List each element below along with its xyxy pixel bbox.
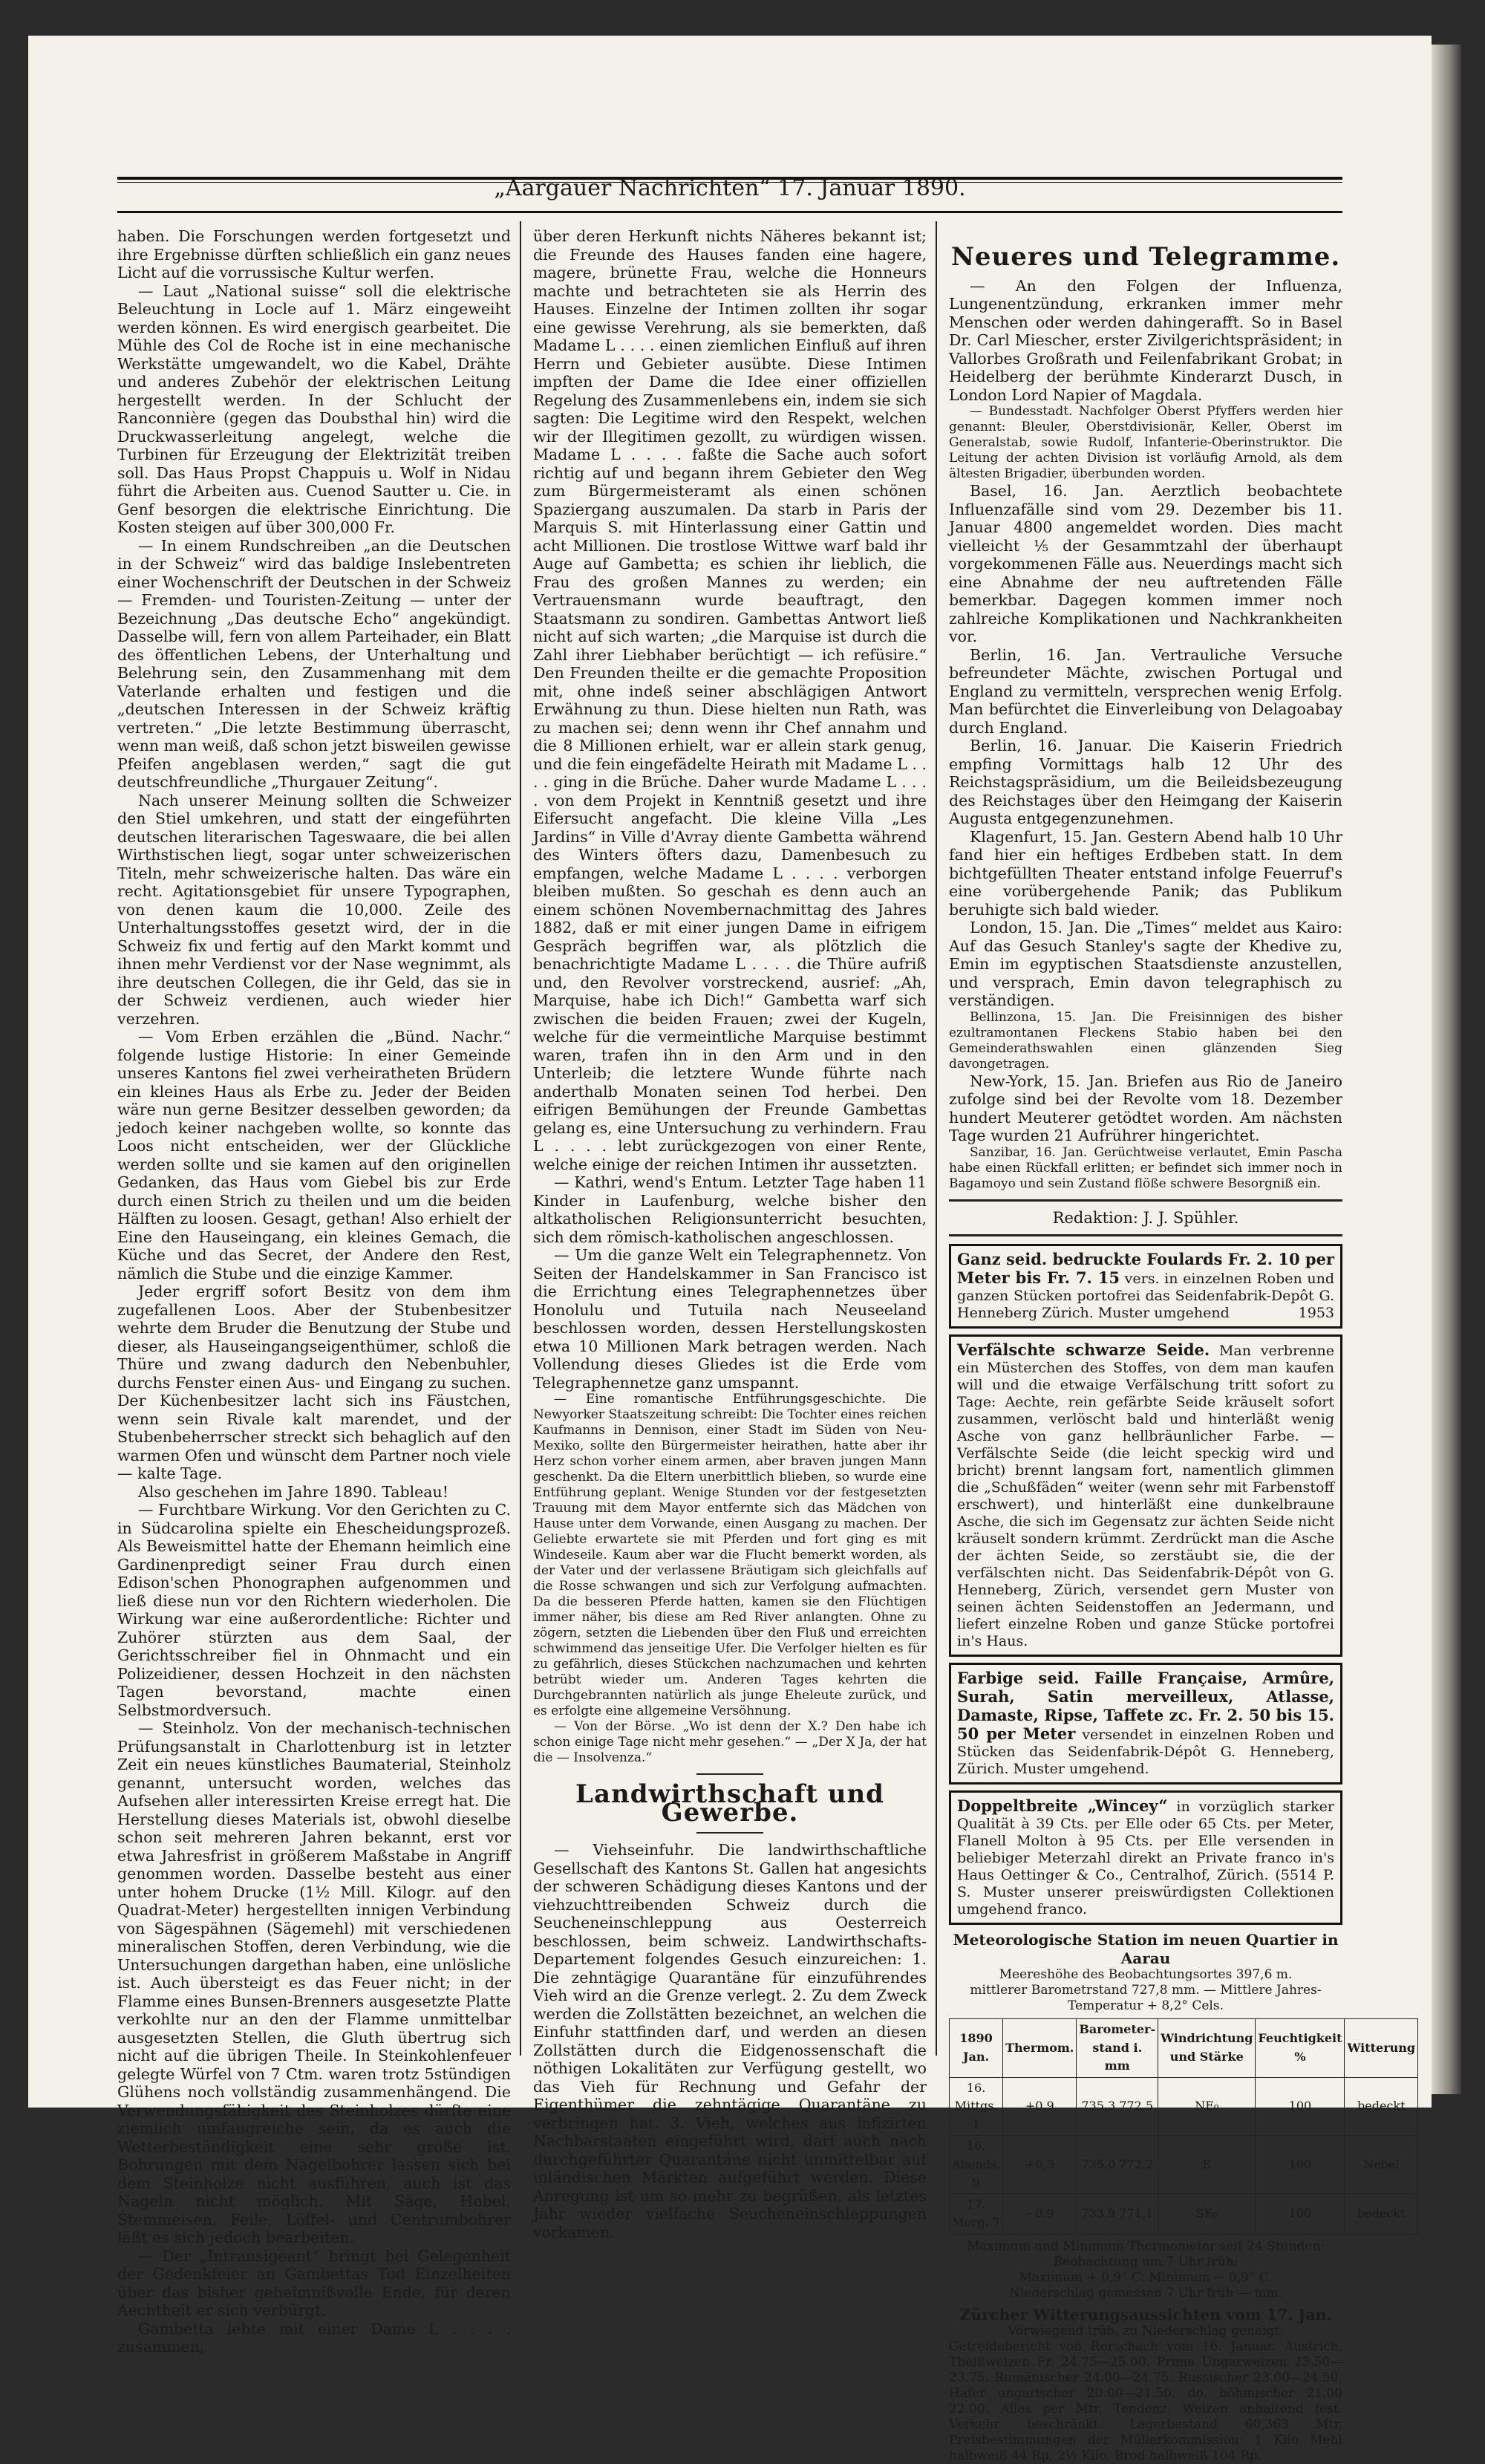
article-paragraph: Nach unserer Meinung sollten die Schweizer den Stiel umkehren, und statt der eingeführten deutschen literarischen Tageswaare, die bei allen Wirthstischen liegt, sogar unter schweizerischen Titeln, mehr schweizerische halten. Das wäre ein recht. Agitationsgebiet für unsere Typographen, von denen kaum die 10,000. Zeile des Unterhaltungsstoffes gesetzt wird, der in die Schweiz fix und fertig auf den Markt kommt und ihnen mehr Verdienst vor der Nase wegnimmt, als ihre deutschen Collegen, die ihr Geld, das sie in der Schweiz verdienen, auch wieder hier verzehren.	[117, 791, 511, 1028]
ad-headline: Verfälschte schwarze Seide.	[957, 1340, 1210, 1359]
table-cell: bedeckt	[1345, 2077, 1418, 2136]
article-paragraph-small: — Von der Börse. „Wo ist denn der X.? Den habe ich schon einige Tage nicht mehr gesehen.“ — „Der X Ja, der hat die — Insolvenza.“	[533, 1719, 927, 1765]
ad-headline: Farbige seid. Faille Française, Armûre, Surah, Satin merveilleux, Atlasse, Damaste, Ripse, Taffete zc. Fr. 2. 50 bis 15. 50 per Meter	[957, 1669, 1334, 1743]
table-header: 1890 Jan.	[950, 2019, 1003, 2078]
table-cell: 100	[1256, 2136, 1345, 2194]
article-paragraph: Gambetta lebte mit einer Dame L . . . . zusammen,	[117, 2319, 511, 2356]
table-row	[950, 2136, 1418, 2194]
masthead-rule	[117, 211, 1342, 213]
column-1	[117, 227, 511, 2356]
ad-text: versendet in einzelnen Roben und Stücken das Seidenfabrik-Dépôt G. Henneberg, Zürich. Muster umgehend.	[957, 1727, 1335, 1777]
article-paragraph: Basel, 16. Jan. Aerztlich beobachtete Influenzafälle sind vom 29. Dezember bis 11. Januar 4800 angemeldet worden. Dies macht vielleicht ⅕ der Gesammtzahl der überhaupt vorgekommenen Fälle aus. Neuerdings macht sich eine Abnahme der neu auftretenden Fälle bemerkbar. Dagegen kommen immer noch zahlreiche Komplikationen und Nachkrankheiten vor.	[949, 482, 1342, 645]
article-paragraph: über deren Herkunft nichts Näheres bekannt ist; die Freunde des Hauses fanden eine hagere, magere, brünette Frau, welche die Honneurs machte und betrachteten sie als Herrin des Hauses. Einzelne der Intimen zollten ihr sogar eine gewisse Verehrung, als sie bemerkten, daß Madame L . . . . einen ziemlichen Einfluß auf ihren Herrn und Gebieter ausübte. Diese Intimen impften der Dame die Idee einer offiziellen Regelung des Zusammenlebens ein, indem sie sich sagten: Die Legitime wird den Respekt, welchen wir der Illegitimen gezollt, zu würdigen wissen. Madame L . . . . faßte die Sache auch sofort richtig auf und begann ihrem Gebieter den Weg zum Bürgermeisteramt als einen schönen Spaziergang auszumalen. Da starb in Paris der Marquis S. mit Hinterlassung einer Gattin und acht Millionen. Die trostlose Wittwe warf bald ihr Auge auf Gambetta; es schien ihr lieblich, die Frau des großen Mannes zu werden; ein Vertrauensmann wurde beauftragt, den Staatsmann zu sondiren. Gambettas Antwort ließ nicht auf sich warten; „die Marquise ist durch die Zahl ihrer Liebhaber berüchtigt — ich refüsire.“ Den Freunden theilte er die gemachte Proposition mit, ohne indeß seiner abschlägigen Antwort Erwähnung zu thun. Diese hielten nun Rath, was zu machen sei; denn wenn ihr Chef annahm und die 8 Millionen erhielt, war er allein stark genug, und die fein eingefädelte Heirath mit Madame L . . . . ging in die Brüche. Daher wurde Madame L . . . . von dem Projekt in Kenntniß gesetzt und ihre Eifersucht angefacht. Die kleine Villa „Les Jardins“ in Ville d'Avray diente Gambetta während des Winters öfters dazu, Damenbesuch zu empfangen, welche Madame L . . . . verborgen bleiben mußten. So geschah es denn auch an einem schönen Novembernachmittag des Jahres 1882, daß er mit einer jungen Dame in eifrigem Gespräch begriffen war, als plötzlich die benachrichtigte Madame L . . . . die Thüre aufriß und, den Revolver vorstreckend, ausrief: „Ah, Marquise, habe ich Dich!“ Gambetta warf sich zwischen die beiden Frauen; zwei der Kugeln, welche für die vermeintliche Marquise bestimmt waren, trafen ihn in den Arm und in den Unterleib; die letztere Wunde führte nach anderthalb Monaten seinen Tod herbei. Den eifrigen Bemühungen der Freunde Gambettas gelang es, eine Untersuchung zu verhindern. Frau L . . . . lebt zurückgezogen von einer Rente, welche einige der reichen Intimen ihr aussetzten.	[533, 227, 927, 1173]
table-row	[950, 2077, 1418, 2136]
weather-outlook-text: Vorwiegend trüb, zu Niederschlag geneigt.	[1008, 2324, 1284, 2338]
table-header: Barometer-stand i. mm	[1077, 2019, 1158, 2078]
table-cell: E	[1158, 2136, 1256, 2194]
table-cell: +0,9	[1003, 2077, 1077, 2136]
separator	[949, 1234, 1342, 1236]
table-row	[950, 2194, 1418, 2234]
table-cell: 100	[1256, 2194, 1345, 2234]
section-heading-landwirthschaft: Landwirthschaft und Gewerbe.	[575, 1779, 884, 1828]
advertisement-wincey	[949, 1790, 1342, 1925]
article-paragraph: Berlin, 16. Jan. Vertrauliche Versuche befreundeter Mächte, zwischen Portugal und England zu vermitteln, versprechen wenig Erfolg. Man befürchtet die Einverleibung von Delagoabay durch England.	[949, 645, 1342, 737]
meteo-subtitle: Meereshöhe des Beobachtungsortes 397,6 m.	[999, 1967, 1293, 1982]
redaktion-credit: Redaktion: J. J. Spühler.	[1052, 1208, 1239, 1227]
meteo-note: Maximum und Minimum Thermometer seit 24 Stunden:	[966, 2238, 1325, 2254]
meteo-subtitle: mittlerer Barometrstand 727,8 mm. — Mittlere Jahres-Temperatur + 8,2° Cels.	[970, 1983, 1322, 2013]
article-paragraph: Klagenfurt, 15. Jan. Gestern Abend halb 10 Uhr fand hier ein heftiges Erdbeben statt. In dem bichtgefüllten Theater entstand infolge Feuerruf's eine vorübergehende Panik; das Publikum beruhigte sich bald wieder.	[949, 827, 1342, 919]
ad-text: vers. in einzelnen Roben und ganzen Stücken portofrei das Seidenfabrik-Depôt G. Henneberg Zürich. Muster umgehend	[957, 1271, 1334, 1321]
table-cell: 17. Morg. 7	[950, 2194, 1003, 2234]
table-header: Thermom.	[1003, 2019, 1077, 2078]
masthead-title: „Aargauer Nachrichten“ 17. Januar 1890.	[494, 175, 966, 201]
table-header: Feuchtigkeit %	[1256, 2019, 1345, 2078]
article-paragraph: — Steinholz. Von der mechanisch-technischen Prüfungsanstalt in Charlottenburg ist in letzter Zeit ein neues künstliches Baumaterial, Steinholz genannt, untersucht worden, welches das Aufsehen aller interessirten Kreise erregt hat. Die Herstellung dieses Materials ist, obwohl dieselbe schon seit mehreren Jahren bekannt, erst vor etwa Jahresfrist in größerem Maßstabe in Angriff genommen worden. Dasselbe besteht aus einer unter hohem Drucke (1½ Mill. Kilogr. auf den Quadrat-Meter) hergestellten innigen Verbindung von Sägespähnen (Sägemehl) mit verschiedenen mineralischen Stoffen, deren Verbindung, wie die Untersuchungen dargethan haben, eine unlösliche ist. Auch übersteigt es das Feuer nicht; in der Flamme eines Bunsen-Brenners ausgesetzte Platte verkohlte nur an den der Flamme unmittelbar ausgesetzten Stellen, die Gluth übertrug sich nicht auf die übrigen Theile. In Steinkohlenfeuer gelegte Würfel von 7 Ctm. waren trotz 5stündigen Glühens noch vollständig zusammenhängend. Die Verwendungsfähigkeit des Steinholzes dürfte eine ziemlich umfangreiche sein, da es auch die Wetterbeständigkeit eine sehr große ist. Bohrungen mit dem Nagelbohrer lassen sich bei dem Steinholze nicht ausführen, auch ist das Nageln nicht möglich. Mit Säge, Hobel, Stemmeisen, Feile, Löffel- und Centrumbohrer läßt es sich jedoch bearbeiten.	[117, 1719, 511, 2246]
article-paragraph: haben. Die Forschungen werden fortgesetzt und ihre Ergebnisse dürften schließlich ein ganz neues Licht auf die vorrussische Kultur werfen.	[117, 227, 511, 281]
meteo-note: Niederschlag gemessen 7 Uhr früh — mm.	[1008, 2285, 1283, 2301]
table-cell: Nebel	[1345, 2136, 1418, 2194]
article-paragraph: Also geschehen im Jahre 1890. Tableau!	[138, 1482, 448, 1501]
article-paragraph: — Kathri, wend's Entum. Letzter Tage haben 11 Kinder in Laufenburg, welche bisher den altkatholischen Religionsunterricht besuchten, sich dem römisch-katholischen angeschlossen.	[533, 1173, 927, 1246]
article-paragraph-small: — Bundesstadt. Nachfolger Oberst Pfyffers werden hier genannt: Bleuler, Oberstdivisionär, Keller, Oberst im Generalstab, sowie Rudolf, Infanterie-Oberinstruktor. Die Leitung der achten Division ist vorläufig Arnold, als dem ältesten Brigadier, überbunden worden.	[949, 404, 1342, 481]
advertisement-foulards	[949, 1244, 1342, 1329]
ad-headline: Doppeltbreite „Wincey“	[957, 1796, 1168, 1815]
article-paragraph-small: Bellinzona, 15. Jan. Die Freisinnigen des bisher ezultramontanen Fleckens Stabio haben bei den Gemeinderathswahlen einen glänzenden Sieg davongetragen.	[949, 1009, 1342, 1072]
table-cell: NE₀	[1158, 2077, 1256, 2136]
weather-outlook-heading: Zürcher Witterungsaussichten vom 17. Jan.	[959, 2305, 1332, 2324]
table-cell: 735,0 772,2	[1077, 2136, 1158, 2194]
article-paragraph: New-York, 15. Jan. Briefen aus Rio de Janeiro zufolge sind bei der Revolte vom 18. Dezember hundert Meuterer getödtet worden. Am nächsten Tage wurden 21 Aufrührer hingerichtet.	[949, 1072, 1342, 1144]
advertisement-faille	[949, 1663, 1342, 1785]
ad-text: Man verbrenne ein Müsterchen des Stoffes, von dem man kaufen will und die etwaige Verfälschung tritt sofort zu Tage: Aechte, rein gefärbte Seide kräuselt sofort zusammen, verlöscht bald und hinterläßt wenig Asche von ganz hellbräunlicher Farbe. — Verfälschte Seide (die leicht speckig wird und bricht) brennt langsam fort, namentlich glimmen die „Schußfäden“ weiter (wenn sehr mit Farbenstoff erschwert), und hinterläßt eine dunkelbraune Asche, die sich im Gegensatz zur ächten Seide nicht kräuselt sondern krümmt. Zerdrückt man die Asche der ächten Seide, so zerstäubt sie, die der verfälschten nicht. Das Seidenfabrik-Dépôt von G. Henneberg, Zürich, versendet gern Muster von seinen ächten Seidenstoffen an Jedermann, und liefert einzelne Roben und ganze Stücke portofrei in's Haus.	[957, 1343, 1334, 1649]
column-divider-2	[936, 221, 937, 2056]
table-cell: 735,3 772,5	[1077, 2077, 1158, 2136]
advertisement-schwarze-seide	[949, 1334, 1342, 1657]
column-2	[533, 227, 927, 2241]
article-paragraph: — Viehseinfuhr. Die landwirthschaftliche Gesellschaft des Kantons St. Gallen hat angesichts der schweren Schädigung dieses Kantons und der viehzuchttreibenden Schweiz durch die Seucheneinschleppung aus Oesterreich beschlossen, beim schweiz. Landwirthschafts-Departement folgendes Gesuch einzureichen: 1. Die zehntägige Quarantäne für einzuführendes Vieh wird an die Grenze verlegt. 2. Zu dem Zweck werden die Zollstätten bezeichnet, an welchen die Einfuhr stattfinden darf, und werden an diesen Zollstätten durch die Eidgenossenschaft die nöthigen Lokalitäten zur Verfügung gestellt, wo das Vieh für Rechnung und Gefahr der Eigenthümer die zehntägige Quarantäne zu verbringen hat. 3. Vieh, welches aus infizirten Nachbarstaaten eingeführt wird, darf auch nach durchgeführter Quarantäne nicht unmittelbar auf inländischen Märkten aufgeführt werden. Diese Anregung ist um so mehr zu begrüßen, als letztes Jahr wieder vielfache Seucheneinschleppungen vorkamen.	[533, 1841, 927, 2241]
meteo-note: Beobachtung um 7 Uhr früh:	[1053, 2254, 1238, 2269]
article-paragraph: Jeder ergriff sofort Besitz von dem ihm zugefallenen Loos. Aber der Stubenbesitzer wehrte dem Bruder die Benutzung der Stube und dieser, als Hauseingangseigenthümer, schloß die Thüre und zwang dadurch den Nebenbuhler, durchs Fenster einen Aus- und Eingang zu suchen. Der Küchenbesitzer lacht sich ins Fäustchen, wenn sein Rivale kalt marendet, und der Stubenbeherrscher streckt sich behaglich auf den warmen Ofen und wünscht dem Partner noch viele — kalte Tage.	[117, 1282, 511, 1482]
meteo-note: Maximum + 0,9° C. Minimum − 0,9° C.	[1019, 2269, 1273, 2285]
newspaper-page	[28, 36, 1432, 2463]
table-cell: bedeckt	[1345, 2194, 1418, 2234]
table-cell: 16. Mittgs. 1	[950, 2077, 1003, 2136]
article-paragraph-small: Sanzibar, 16. Jan. Gerüchtweise verlautet, Emin Pascha habe einen Rückfall erlitten; er befindet sich immer noch in Bagamoyo und sein Zustand flöße schwere Besorgniß ein.	[949, 1144, 1342, 1191]
grain-report: Getreidebericht von Rorschach vom 16. Januar. Austrich, Theißweizen Fr. 24.75—25.00. Prima Ungarweizen 23.50—23.75. Rumänischer 24.00—24.75. Russischer 23.00—24.50. Hafer ungarischer 20.00—21.50, do. böhmischer 21.00 22.00. Alles per Mtr. Tendenz: Weizen anhaltend fest. Verkehr beschränkt. Lagerbestand 60,363 Mtr. Preisbestimmungen der Müllerkommission: 1 Kilo Mehl halbweiß 44 Rp, 2½ Kilo. Brod halbweiß 104 Rp.	[949, 2339, 1342, 2463]
ad-text: in vorzüglich starker Qualität à 39 Cts. per Elle oder 65 Cts. per Meter, Flanell Molton à 95 Cts. per Elle versenden in beliebiger Meterzahl direkt an Private franco in's Haus Oettinger & Co., Centralhof, Zürich. (5514 P. S. Muster unserer preiswürdigsten Collektionen umgehend franco.	[957, 1799, 1334, 1917]
article-paragraph: — Vom Erben erzählen die „Bünd. Nachr.“ folgende lustige Historie: In einer Gemeinde unseres Kantons fiel zwei verheiratheten Brüdern ein kleines Haus als Erbe zu. Jeder der Beiden wäre nun gerne Besitzer desselben geworden; da jedoch keiner nachgeben wollte, so konnte das Loos nicht entscheiden, wer der Glückliche werden sollte und sie kamen auf den originellen Gedanken, das Haus vom Giebel bis zur Erde durch einen Strich zu theilen und um die beiden Hälften zu loosen. Gesagt, gethan! Also erhielt der Eine den Hauseingang, ein kleines Gemach, die Küche und das Secret, der Andere den Rest, nämlich die Stube und die einzige Kammer.	[117, 1028, 511, 1282]
column-divider-1	[520, 221, 521, 2056]
article-paragraph: — Laut „National suisse“ soll die elektrische Beleuchtung in Locle auf 1. März eingeweiht werden können. Es wird energisch gearbeitet. Die Mühle des Col de Roche ist in eine mechanische Werkstätte umgewandelt, wo die Kabel, Drähte und anderes Zubehör der elektrischen Leitung hergestellt werden. In der Schlucht der Ranconnière (gegen das Doubsthal hin) wird die Druckwasserleitung angelegt, welche die Turbinen für Erzeugung der Elektrizität treiben soll. Das Haus Propst Chappuis u. Wolf in Nidau führt die Arbeiten aus. Cuenod Sautter u. Cie. in Genf besorgen die elektrische Einrichtung. Die Kosten steigen auf über 300,000 Fr.	[117, 281, 511, 536]
article-paragraph: — In einem Rundschreiben „an die Deutschen in der Schweiz“ wird das baldige Inslebentreten einer Wochenschrift der Deutschen in der Schweiz — Fremden- und Touristen-Zeitung — unter der Bezeichnung „Das deutsche Echo“ angekündigt. Dasselbe will, fern von allem Parteihader, ein Blatt des öffentlichen Lebens, der Unterhaltung und Belehrung sein, den Zusammenhang mit dem Vaterlande erhalten und festigen und die „deutschen Interessen in der Schweiz kräftig vertreten.“ „Die letzte Bestimmung überrascht, wenn man weiß, daß schon jetzt bisweilen gewisse Pfeifen angeblasen werden,“ sagt die gut deutschfreundliche „Thurgauer Zeitung“.	[117, 536, 511, 791]
table-cell: SE₀	[1158, 2194, 1256, 2234]
article-paragraph: London, 15. Jan. Die „Times“ meldet aus Kairo: Auf das Gesuch Stanley's sagte der Khedive zu, Emin im egyptischen Staatsdienste anzustellen, und versprach, Emin davon telegraphisch zu verständigen.	[949, 919, 1342, 1009]
article-paragraph: — An den Folgen der Influenza, Lungenentzündung, erkranken immer mehr Menschen oder werden dahingerafft. So in Basel Dr. Carl Miescher, erster Zivilgerichtspräsident; in Vallorbes Großrath und Feilenfabrikant Grobat; in Heidelberg der berühmte Kinderarzt Dusch, in London Lord Napier of Magdala.	[949, 276, 1342, 404]
article-paragraph-small: — Eine romantische Entführungsgeschichte. Die Newyorker Staatszeitung schreibt: Die Tochter eines reichen Kaufmanns in Dennison, einer Stadt im Süden von Neu-Mexiko, sollte den Bürgermeister heirathen, hatte aber ihr Herz schon vorher einem armen, aber braven jungen Mann geschenkt. Da die Eltern unerbittlich blieben, so wurde eine Entführung geplant. Wenige Stunden vor der festgesetzten Trauung mit dem Mayor entfernte sich das Mädchen von Hause unter dem Vorwande, einen Ausgang zu machen. Der Geliebte erwartete sie mit Pferden und fort ging es mit Windeseile. Kaum aber war die Flucht bemerkt worden, als der Vater und der verlassene Bräutigam sich gleichfalls auf die Rosse schwangen und sich zur Verfolgung aufmachten. Da die besseren Pferde hatten, kamen sie den Flüchtigen immer näher, bis diese am Red River anlangten. Ohne zu zögern, setzten die Liebenden über den Fluß und erreichten schwimmend das jenseitige Ufer. Die Verfolger hielten es für zu gefährlich, dieses Stückchen nachzumachen und kehrten betrübt wieder um. Anderen Tages kehrten die Durchgebrannten natürlich als junge Eheleute zurück, und es erfolgte eine allgemeine Versöhnung.	[533, 1392, 927, 1718]
table-cell: +0,3	[1003, 2136, 1077, 2194]
table-header: Windrichtung und Stärke	[1158, 2019, 1256, 2078]
article-paragraph: Berlin, 16. Januar. Die Kaiserin Friedrich empfing Vormittags halb 12 Uhr des Reichstagspräsidium, um die Beileidsbezeugung des Reichstages über den Heimgang der Kaiserin Augusta entgegenzunehmen.	[949, 737, 1342, 827]
meteo-title: Meteorologische Station im neuen Quartier in Aarau	[953, 1931, 1339, 1967]
table-cell: 16. Abends. 9	[950, 2136, 1003, 2194]
article-paragraph: — Um die ganze Welt ein Telegraphennetz. Von Seiten der Handelskammer in San Francisco ist die Errichtung eines Telegraphennetzes über Honolulu und Tutuila nach Neuseeland beschlossen worden, dessen Herstellungskosten etwa 10 Millionen Mark betragen werden. Nach Vollendung dieses Gliedes ist die Erde vom Telegraphennetze ganz umspannt.	[533, 1246, 927, 1392]
column-3	[949, 227, 1416, 2463]
meteo-table	[949, 2018, 1418, 2235]
page-edge	[1432, 45, 1461, 2094]
article-paragraph: — Furchtbare Wirkung. Vor den Gerichten zu C. in Südcarolina spielte ein Ehescheidungsprozeß. Als Beweismittel hatte der Ehemann heimlich eine Gardinenpredigt seiner Frau durch einen Edison'schen Phonographen aufgenommen und ließ diese nun vor den Richtern wiederholen. Die Wirkung war eine außerordentliche: Richter und Zuhörer stürzten aus dem Saal, der Gerichtsschreiber fiel in Ohnmacht und ein Polizeidiener, dessen Hochzeit in den nächsten Tagen bevorstand, machte einen Selbstmordversuch.	[117, 1501, 511, 1719]
table-cell: 733,9 771,1	[1077, 2194, 1158, 2234]
separator	[696, 1832, 763, 1834]
table-cell: −0,9	[1003, 2194, 1077, 2234]
section-heading-telegramme: Neueres und Telegramme.	[950, 242, 1341, 272]
ad-headline: Ganz seid. bedruckte Foulards Fr. 2. 10 per Meter bis Fr. 7. 15	[957, 1250, 1334, 1287]
separator	[949, 1199, 1342, 1202]
separator	[696, 1773, 763, 1775]
table-header: Witterung	[1345, 2019, 1418, 2078]
meteo-section	[949, 1931, 1416, 2301]
article-paragraph: — Der „Intransigeant“ bringt bei Gelegenheit der Gedenkfeier an Gambettas Tod Einzelheiten über das bisher geheimnißvolle Ende, für deren Aechtheit er sich verbürgt.	[117, 2246, 511, 2319]
ad-code: 1953	[1298, 1305, 1334, 1321]
table-cell: 100	[1256, 2077, 1345, 2136]
table-header-row	[950, 2019, 1418, 2078]
